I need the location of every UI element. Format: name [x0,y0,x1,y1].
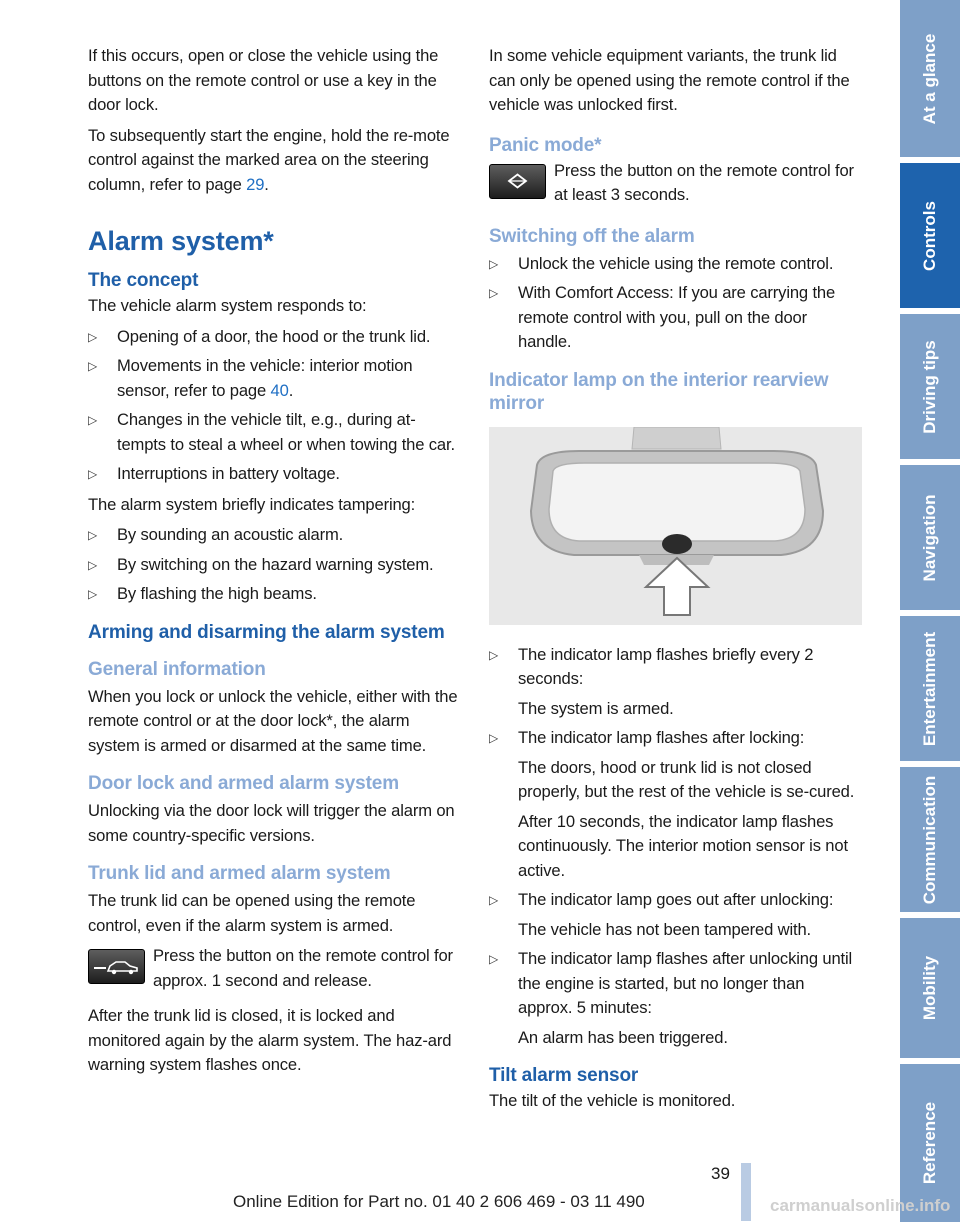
list-item: ▷ By sounding an acoustic alarm. [88,523,461,548]
page-link-29[interactable]: 29 [246,174,265,194]
watermark: carmanualsonline.info [770,1196,951,1215]
after-trunk-text: After the trunk lid is closed, it is locked and monitored again by the alarm system. The haz-ard warning system flashes once. [88,1006,452,1074]
switch-off-list [489,252,862,355]
trunk-button-icon [88,949,145,984]
page-bar [741,1163,751,1221]
switch-off-heading: Switching off the alarm [489,225,695,247]
list-item: ▷ Unlock the vehicle using the remote control. [489,252,862,277]
indicator-list [489,643,862,1051]
trunk-button-text: Press the button on the remote control for approx. 1 second and release. [153,946,453,990]
alarm-system-heading: Alarm system* [88,226,274,256]
list-item: ▷ The indicator lamp flashes after locking: The doors, hood or trunk lid is not closed properly, but the rest of the vehicle is se-cured. After 10 seconds, the indicator lamp flashes continuously. The interior motion sensor is not active. [489,726,862,883]
arming-heading: Arming and disarming the alarm system [88,621,445,643]
tab-reference[interactable]: Reference [900,1064,960,1222]
door-lock-heading: Door lock and armed alarm system [88,773,399,794]
panic-button-row [489,159,862,211]
edition-footer: Online Edition for Part no. 01 40 2 606 469 - 03 11 490 [233,1192,645,1211]
tab-navigation[interactable]: Navigation [900,465,960,610]
page-link-40[interactable]: 40 [270,380,289,400]
tab-controls[interactable]: Controls [900,163,960,308]
concept-list [88,325,461,487]
trunk-heading: Trunk lid and armed alarm system [88,863,391,884]
trunk-button-row [88,944,461,996]
panic-button-icon [489,164,546,199]
list-item: ▷ Changes in the vehicle tilt, e.g., during at-tempts to steal a wheel or when towing the car. [88,408,461,457]
list-item: ▷ With Comfort Access: If you are carrying the remote control with you, pull on the door handle. [489,281,862,355]
tab-entertainment[interactable]: Entertainment [900,616,960,761]
left-column [88,44,461,1084]
list-item: ▷ The indicator lamp flashes briefly every 2 seconds: The system is armed. [489,643,862,722]
tamper-list [88,523,461,607]
right-column [489,44,862,1120]
variant-text: In some vehicle equipment variants, the trunk lid can only be opened using the remote control if the vehicle was unlocked first. [489,46,850,114]
tab-communication[interactable]: Communication [900,767,960,912]
intro-paragraph: If this occurs, open or close the vehicle using the buttons on the remote control or use a key in the door lock. [88,46,439,114]
panic-mode-heading: Panic mode* [489,134,602,156]
indicator-heading: Indicator lamp on the interior rearview mirror [489,369,829,414]
list-item: ▷ The indicator lamp goes out after unlocking: The vehicle has not been tampered with. [489,888,862,942]
tilt-heading: Tilt alarm sensor [489,1065,639,1086]
rearview-mirror-image [489,427,862,625]
tilt-text: The tilt of the vehicle is monitored. [489,1091,736,1110]
concept-lead: The vehicle alarm system responds to: [88,296,367,315]
general-info-text: When you lock or unlock the vehicle, either with the remote control or at the door lock*, the alarm system is armed or disarmed at the same time. [88,686,458,755]
start-engine-paragraph: To subsequently start the engine, hold the re-mote control against the marked area on the steering column, refer to page 29. [88,125,450,194]
trunk-text: The trunk lid can be opened using the remote control, even if the alarm system is armed. [88,891,416,935]
tamper-lead: The alarm system briefly indicates tampering: [88,494,416,514]
list-item: ▷ Movements in the vehicle: interior motion sensor, refer to page 40. [88,354,461,403]
page-number: 39 [711,1164,730,1183]
panic-button-text: Press the button on the remote control for at least 3 seconds. [554,160,854,204]
concept-heading: The concept [88,270,199,291]
list-item: ▷ The indicator lamp flashes after unlocking until the engine is started, but no longer than approx. 5 minutes: An alarm has been triggered. [489,947,862,1050]
tab-at-a-glance[interactable]: At a glance [900,0,960,157]
side-chapter-tabs [900,0,960,1222]
list-item: ▷ Opening of a door, the hood or the trunk lid. [88,325,461,350]
tab-driving-tips[interactable]: Driving tips [900,314,960,459]
door-lock-text: Unlocking via the door lock will trigger the alarm on some country-specific versions. [88,801,455,845]
tab-mobility[interactable]: Mobility [900,918,960,1058]
general-info-heading: General information [88,658,266,680]
list-item: ▷ By switching on the hazard warning system. [88,553,461,578]
list-item: ▷ By flashing the high beams. [88,582,461,607]
list-item: ▷ Interruptions in battery voltage. [88,462,461,487]
